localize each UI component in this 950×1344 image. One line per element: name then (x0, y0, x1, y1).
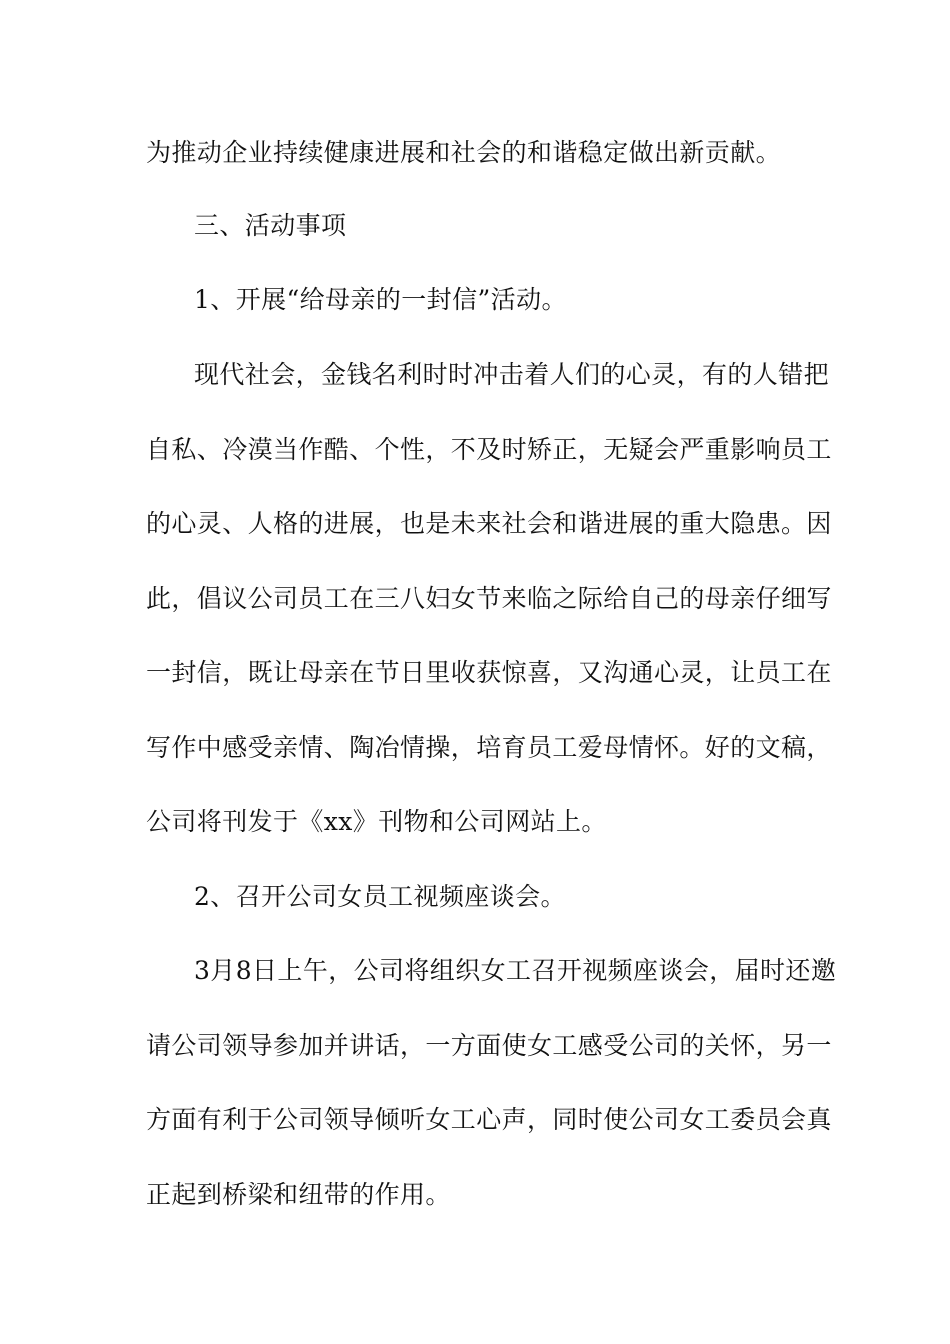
paragraph-line: 的心灵、人格的进展，也是未来社会和谐进展的重大隐患。因 (146, 509, 832, 538)
paragraph-line: 一封信，既让母亲在节日里收获惊喜，又沟通心灵，让员工在 (146, 658, 832, 687)
section-heading: 三、活动事项 (194, 211, 347, 240)
item-heading: 1、开展“给母亲的一封信”活动。 (194, 285, 567, 314)
paragraph-line: 请公司领导参加并讲话，一方面使女工感受公司的关怀，另一 (146, 1031, 832, 1060)
paragraph-line: 3月8日上午，公司将组织女工召开视频座谈会，届时还邀 (194, 956, 837, 985)
paragraph-line: 为推动企业持续健康进展和社会的和谐稳定做出新贡献。 (146, 138, 782, 167)
paragraph-line: 公司将刊发于《xx》刊物和公司网站上。 (146, 807, 607, 836)
paragraph-line: 自私、冷漠当作酷、个性，不及时矫正，无疑会严重影响员工 (146, 435, 832, 464)
item-heading: 2、召开公司女员工视频座谈会。 (194, 882, 566, 911)
paragraph-line: 此，倡议公司员工在三八妇女节来临之际给自己的母亲仔细写 (146, 584, 832, 613)
paragraph-line: 正起到桥梁和纽带的作用。 (146, 1180, 451, 1209)
paragraph-line: 现代社会，金钱名利时时冲击着人们的心灵，有的人错把 (194, 360, 830, 389)
paragraph-line: 写作中感受亲情、陶冶情操，培育员工爱母情怀。好的文稿， (146, 733, 832, 762)
paragraph-line: 方面有利于公司领导倾听女工心声，同时使公司女工委员会真 (146, 1105, 832, 1134)
